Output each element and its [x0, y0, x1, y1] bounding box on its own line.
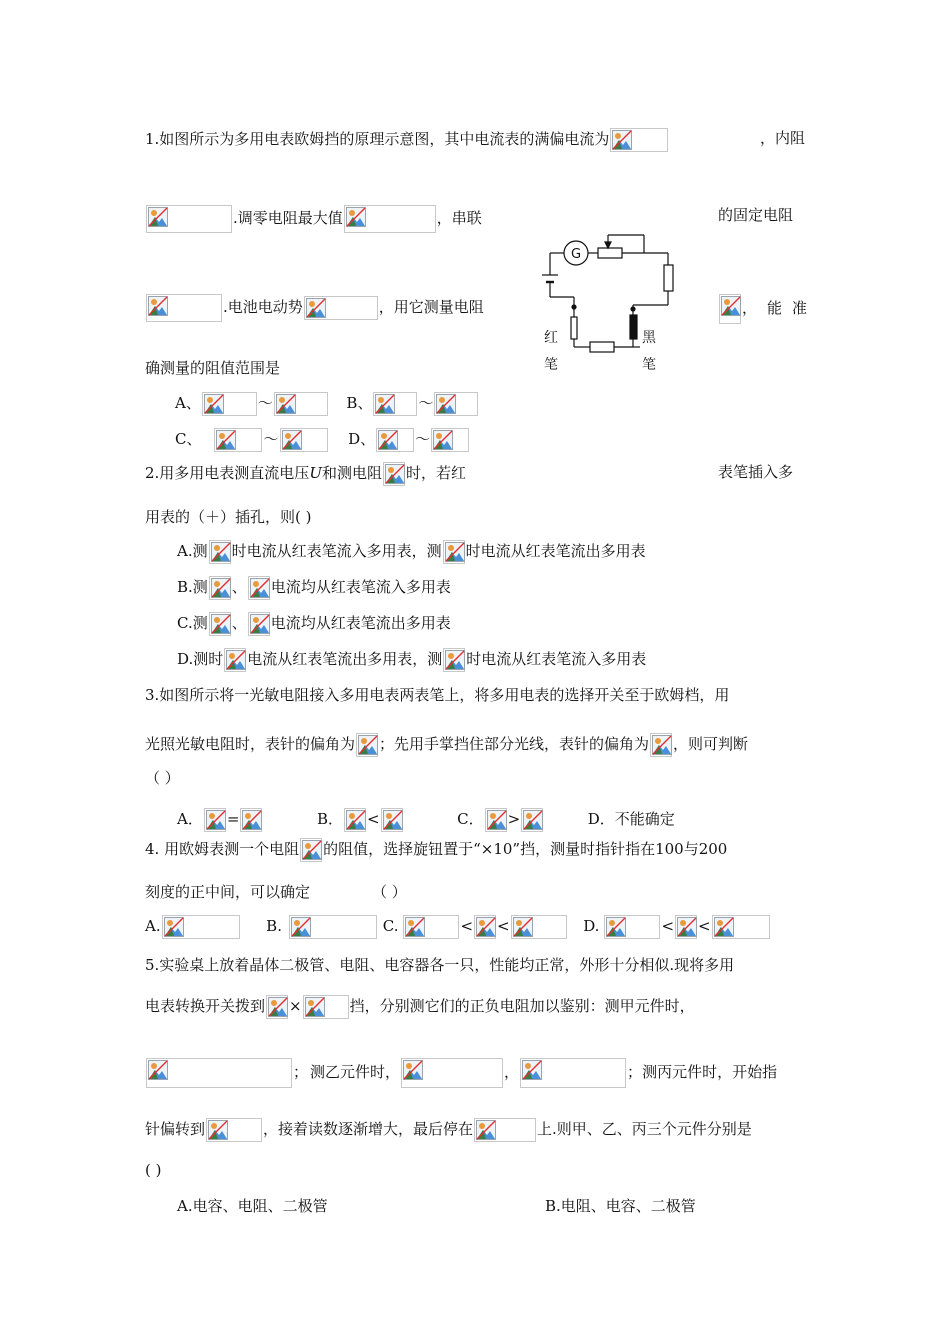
formula-image: [162, 915, 240, 939]
formula-image: [274, 392, 328, 416]
broken-image-icon: [375, 394, 395, 414]
red-pen-label: 笔: [544, 357, 558, 373]
broken-image-icon: [148, 1060, 168, 1080]
broken-image-icon: [677, 917, 697, 937]
ohmmeter-circuit-diagram: [530, 225, 700, 375]
formula-image: [485, 808, 507, 832]
q4-options: A. B. C. < < D. < <: [145, 915, 771, 939]
formula-image: [280, 428, 328, 452]
formula-image: [248, 576, 270, 600]
broken-image-icon: [721, 296, 741, 316]
formula-image: [434, 392, 478, 416]
formula-image: [511, 915, 567, 939]
formula-image: [376, 428, 414, 452]
formula-image: [209, 540, 231, 564]
q5-option-b: B.电阻、电容、二极管: [545, 1197, 696, 1215]
formula-image: [240, 808, 262, 832]
broken-image-icon: [211, 542, 231, 562]
formula-image: [289, 915, 377, 939]
q5-line2: 电表转换开关拨到 × 挡，分别测它们的正负电阻加以鉴别：测甲元件时，: [145, 995, 695, 1019]
formula-image: [209, 612, 231, 636]
red-probe: [571, 317, 577, 339]
formula-image: [209, 576, 231, 600]
q5-line1: 5.实验桌上放着晶体二极管、电阻、电容器各一只，性能均正常，外形十分相似.现将多用: [145, 956, 735, 974]
q3-line3: （ ）: [145, 769, 180, 787]
formula-image: [403, 915, 459, 939]
broken-image-icon: [211, 614, 231, 634]
q2-option-d: D.测时 电流从红表笔流出多用表，测 时电流从红表笔流入多用表: [177, 648, 646, 672]
q2-option-a: A.测 时电流从红表笔流入多用表，测 时电流从红表笔流出多用表: [177, 540, 646, 564]
q1-line3-end: ，能准: [718, 294, 817, 324]
formula-image: [344, 808, 366, 832]
q3-line2: 光照光敏电阻时，表针的偏角为 ；先用手掌挡住部分光线，表针的偏角为 ，则可判断: [145, 733, 748, 757]
broken-image-icon: [164, 917, 184, 937]
formula-image: [443, 540, 465, 564]
q3-options: A． = B． < C． > D．不能确定: [177, 808, 675, 832]
formula-image: [344, 205, 436, 233]
broken-image-icon: [346, 207, 366, 227]
broken-image-icon: [250, 614, 270, 634]
formula-image: [206, 1118, 262, 1142]
broken-image-icon: [385, 464, 405, 484]
formula-image: [303, 995, 349, 1019]
broken-image-icon: [405, 917, 425, 937]
q2-option-c: C.测 、 电流均从红表笔流出多用表: [177, 612, 451, 636]
q5-line5: ( ): [145, 1161, 162, 1179]
formula-image: [300, 838, 322, 862]
q1-options-row1: A、 ～ B、 ～: [175, 392, 479, 416]
black-probe: [630, 315, 637, 339]
broken-image-icon: [522, 1060, 542, 1080]
broken-image-icon: [606, 917, 626, 937]
formula-image: [604, 915, 660, 939]
formula-image: [373, 392, 417, 416]
broken-image-icon: [523, 810, 543, 830]
broken-image-icon: [306, 298, 326, 318]
formula-image: [381, 808, 403, 832]
q2-option-b: B.测 、 电流均从红表笔流入多用表: [177, 576, 451, 600]
q3-line1: 3.如图所示将一光敏电阻接入多用电表两表笔上，将多用电表的选择开关至于欧姆档，用: [145, 686, 730, 704]
q1-line3: .电池电动势 ，用它测量电阻: [145, 294, 484, 322]
broken-image-icon: [346, 810, 366, 830]
q5-line3: ； 测乙元件时， ， ；测丙元件时，开始指: [145, 1058, 777, 1088]
broken-image-icon: [148, 207, 168, 227]
formula-image: [719, 294, 741, 324]
broken-image-icon: [250, 578, 270, 598]
broken-image-icon: [268, 997, 288, 1017]
broken-image-icon: [208, 1120, 228, 1140]
q2-line1: 2.用多用电表测直流电压U和测电阻 时，若红: [145, 462, 466, 486]
broken-image-icon: [652, 735, 672, 755]
broken-image-icon: [433, 430, 453, 450]
formula-image: [383, 462, 405, 486]
zero-adjust-resistor: [598, 248, 622, 258]
formula-image: [712, 915, 770, 939]
broken-image-icon: [714, 917, 734, 937]
q1-line1: 1.如图所示为多用电表欧姆挡的原理示意图，其中电流表的满偏电流为: [145, 128, 669, 152]
broken-image-icon: [445, 650, 465, 670]
formula-image: [146, 1058, 292, 1088]
broken-image-icon: [226, 650, 246, 670]
broken-image-icon: [302, 840, 322, 860]
broken-image-icon: [276, 394, 296, 414]
broken-image-icon: [242, 810, 262, 830]
broken-image-icon: [476, 1120, 496, 1140]
broken-image-icon: [487, 810, 507, 830]
formula-image: [146, 205, 232, 233]
q5-option-a: A.电容、电阻、二极管: [177, 1197, 328, 1215]
broken-image-icon: [612, 130, 632, 150]
broken-image-icon: [378, 430, 398, 450]
broken-image-icon: [305, 997, 325, 1017]
formula-image: [431, 428, 469, 452]
q1-options-row2: C、 ～ D、 ～: [175, 428, 470, 452]
series-resistor: [664, 265, 673, 291]
formula-image: [202, 392, 257, 416]
q4-line2: 刻度的正中间，可以确定 （ ）: [145, 883, 407, 901]
q4-line1: 4. 用欧姆表测一个电阻 的阻值，选择旋钮置于“×10”挡，测量时指针指在100与200: [145, 838, 727, 862]
broken-image-icon: [383, 810, 403, 830]
formula-image: [214, 428, 262, 452]
broken-image-icon: [282, 430, 302, 450]
black-label: 黑: [642, 330, 656, 346]
formula-image: [675, 915, 697, 939]
broken-image-icon: [403, 1060, 423, 1080]
galvanometer-label: G: [571, 247, 582, 262]
formula-image: [146, 294, 222, 322]
formula-image: [650, 733, 672, 757]
circuit-svg: [530, 225, 700, 375]
measured-resistor: [590, 342, 614, 352]
formula-image: [520, 1058, 626, 1088]
black-pen-label: 笔: [642, 357, 656, 373]
broken-image-icon: [358, 735, 378, 755]
broken-image-icon: [513, 917, 533, 937]
broken-image-icon: [445, 542, 465, 562]
q1-line4: 确测量的阻值范围是: [145, 359, 281, 377]
q2-line2: 用表的（＋）插孔，则( ): [145, 508, 312, 526]
broken-image-icon: [291, 917, 311, 937]
formula-image: [304, 296, 378, 320]
q1-line1-end: ，内阻: [760, 129, 806, 147]
broken-image-icon: [206, 810, 226, 830]
formula-image: [266, 995, 288, 1019]
broken-image-icon: [476, 917, 496, 937]
broken-image-icon: [436, 394, 456, 414]
broken-image-icon: [216, 430, 236, 450]
formula-image: [356, 733, 378, 757]
formula-image: [610, 128, 668, 152]
q1-line2: .调零电阻最大值 ，串联: [145, 205, 482, 233]
q5-line4: 针偏转到 ，接着读数逐渐增大，最后停在 上.则甲、乙、丙三个元件分别是: [145, 1118, 752, 1142]
formula-image: [204, 808, 226, 832]
formula-image: [474, 915, 496, 939]
formula-image: [401, 1058, 503, 1088]
q2-line1-end: 表笔插入多: [718, 463, 794, 481]
broken-image-icon: [148, 296, 168, 316]
broken-image-icon: [204, 394, 224, 414]
formula-image: [248, 612, 270, 636]
q1-line2-end: 的固定电阻: [718, 206, 794, 224]
formula-image: [443, 648, 465, 672]
red-label: 红: [544, 330, 558, 346]
formula-image: [224, 648, 246, 672]
formula-image: [474, 1118, 536, 1142]
broken-image-icon: [211, 578, 231, 598]
formula-image: [521, 808, 543, 832]
